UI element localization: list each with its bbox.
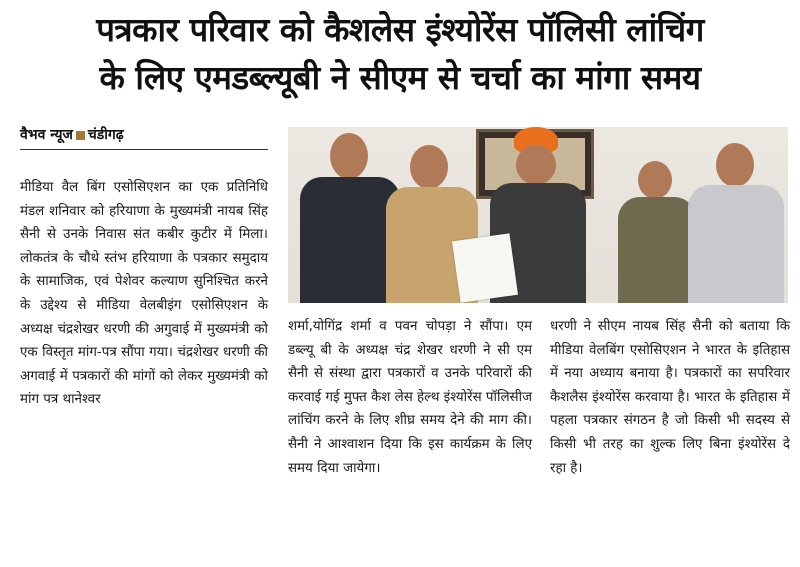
article-column-2 [288,315,532,480]
column-3-text: धरणी ने सीएम नायब सिंह सैनी को बताया कि मीडिया वेलबिंग एसोसिएशन ने भारत के इतिहास में नया अध्याय बनाया है। पत्रकारों का सपरिवार कैशलैस इंश्योरेंस करवाया है। भारत के इतिहास में पहला पत्रकार संगठन है जो किसी भी सदस्य से किसी भी तरह का शुल्क लिए बिना इंश्योरेंस दे रहा है। [550,319,790,476]
article-column-1 [20,176,268,412]
headline-line-2: के लिए एमडब्ल्यूबी ने सीएम से चर्चा का मांगा समय [99,58,701,97]
article-column-3 [550,315,790,480]
column-2-text: शर्मा,योगिंद्र शर्मा व पवन चोपड़ा ने सौंपा। एम डब्ल्यू बी के अध्यक्ष चंद्र शेखर धरणी ने सी एम सैनी से संस्था द्वारा पत्रकारों व उनके परिवारों की करवाई गई मुफ्त कैश लेस हेल्थ इंश्योरेंस पॉलिसीज लांचिंग करने के लिए शीघ्र समय देने की माग की। सैनी ने आश्वाशन दिया कि इस कार्यक्रम के लिए समय दिया जायेगा। [288,319,533,476]
source-name: वैभव न्यूज [20,127,73,143]
column-1-text: मीडिया वैल बिंग एसोसिएशन का एक प्रतिनिधि मंडल शनिवार को हरियाणा के मुख्यमंत्री नायब सिंह सैनी से उनके निवास संत कबीर कुटीर में मिला।लोकतंत्र के चौथे स्तंभ हरियाणा के पत्रकार समुदाय के सामाजिक, एवं पेशेवर कल्याण सुनिश्चित करने के उद्देश्य से मीडिया वेलबीइंग एसोसिएशन के अध्यक्ष चंद्रशेखर धरणी की अगुवाई में मुख्यमंत्री को एक विस्तृत मांग-पत्र सौंपा गया। चंद्रशेखर धरणी की अगवाई में पत्रकारों की मांगों को लेकर मुख्यमंत्री को मांग पत्र थानेश्वर [20,180,268,408]
headline-line-1: पत्रकार परिवार को कैशलेस इंश्योरेंस पॉलिसी लांचिंग [96,10,704,49]
news-photo [288,127,788,303]
photo-person-5 [680,127,786,303]
separator-square-icon [76,131,85,140]
memorandum-document [452,233,518,302]
location-name: चंडीगढ़ [87,127,124,143]
dateline [20,125,268,150]
headline [0,6,800,102]
